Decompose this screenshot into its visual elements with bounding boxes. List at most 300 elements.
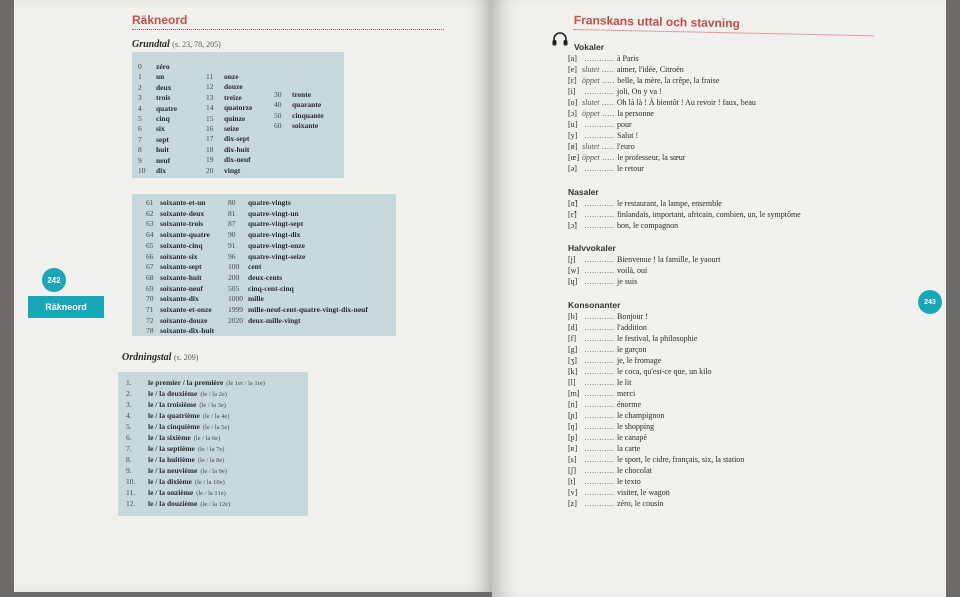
number-word: soixante-douze (160, 315, 208, 325)
number-row (228, 262, 261, 271)
leader-dots: ............ (582, 487, 617, 497)
number-digit: 87 (228, 219, 236, 229)
phonetic-symbol: [y] (568, 131, 578, 140)
number-row (146, 241, 203, 250)
section-heading: Halvvokaler (568, 243, 616, 253)
ordningstal-ref: (s. 209) (173, 353, 199, 362)
number-word: quatre-vingt-seize (248, 251, 306, 261)
number-word: soixante-quatre (160, 230, 210, 240)
number-row (228, 198, 291, 207)
leader-dots: ............ (582, 399, 617, 409)
number-word: soixante-six (160, 251, 198, 261)
number-word: dix-sept (224, 134, 250, 144)
number-word: deux-cents (248, 272, 283, 282)
number-word: soixante-cinq (160, 240, 203, 250)
leader-dots: ..... (599, 98, 617, 107)
leader-dots: ..... (599, 142, 617, 151)
number-digit: 13 (206, 92, 214, 102)
phonetic-symbol: [i] (568, 87, 576, 96)
number-row (146, 284, 203, 293)
number-row (228, 284, 294, 293)
number-word: cinq (156, 114, 170, 123)
example-text: Salut ! (617, 131, 639, 140)
pronunciation-row (568, 334, 697, 343)
number-word: treize (224, 92, 242, 102)
number-row (228, 273, 282, 282)
number-digit: 62 (146, 208, 154, 218)
example-text: le retour (617, 164, 644, 173)
ordinal-abbr: (le / la 5e) (202, 424, 230, 431)
ordinal-word: le premier / la première (148, 378, 224, 387)
leader-dots: ............ (582, 366, 617, 376)
number-digit: 50 (274, 110, 282, 120)
grundtal-table (132, 52, 344, 178)
number-word: soixante (292, 121, 319, 131)
leader-dots: ............ (582, 465, 617, 475)
number-row (146, 273, 202, 282)
number-word: sept (156, 134, 169, 144)
number-word: zéro (156, 62, 170, 71)
number-row (228, 209, 299, 218)
example-text: Oh là là ! À bientôt ! Au revoir ! faux, beau (616, 98, 756, 107)
ordinal-word: le / la onzième (148, 488, 194, 497)
example-text: je suis (617, 277, 638, 286)
number-word: quatre-vingt-onze (248, 240, 305, 250)
number-row (138, 135, 169, 144)
phonetic-symbol: [e] (568, 65, 577, 74)
number-row (138, 62, 170, 71)
ordinal-abbr: (le / la 8e) (197, 457, 225, 464)
example-text: belle, la mère, la crêpe, la fraise (617, 76, 720, 85)
ordinal-word: le / la huitième (148, 455, 195, 464)
number-digit: 18 (206, 144, 214, 154)
number-row (146, 326, 214, 335)
example-text: le coca, qu'est-ce que, un kilo (617, 366, 712, 376)
pronunciation-row (568, 65, 684, 74)
ordinal-row (126, 378, 265, 387)
ordinal-abbr: (le / la 11e) (196, 490, 226, 497)
phonetic-symbol: [z] (568, 498, 577, 508)
large-numbers-table (132, 194, 396, 336)
leader-dots: ..... (599, 76, 618, 85)
pronunciation-row (568, 87, 662, 96)
ordinal-number: 7. (126, 444, 132, 453)
pronunciation-row (568, 466, 652, 475)
ordinal-row (126, 499, 230, 508)
vowel-quality: öppet (582, 153, 600, 162)
ordinal-word: le / la dixième (148, 477, 192, 486)
phonetic-symbol: [m] (568, 388, 580, 398)
ordinal-number: 11. (126, 488, 136, 497)
number-digit: 1 (138, 72, 142, 82)
example-text: joli, On y va ! (617, 87, 662, 96)
ordinal-word: le / la quatrième (148, 411, 200, 420)
number-row (138, 124, 165, 133)
pronunciation-row (568, 389, 635, 398)
ordinal-word: le / la neuvième (148, 466, 198, 475)
number-row (138, 104, 177, 113)
ordinal-row (126, 411, 229, 420)
number-row (206, 82, 243, 91)
number-word: quatre-vingt-sept (248, 219, 304, 229)
number-word: un (156, 72, 165, 82)
grundtal-heading (132, 39, 221, 50)
number-row (228, 294, 264, 303)
ordinal-word: le / la troisième (148, 400, 197, 409)
pronunciation-row (568, 221, 678, 230)
number-word: soixante-deux (160, 208, 205, 218)
number-word: soixante-trois (160, 219, 204, 229)
number-row (228, 241, 305, 250)
number-word: cinquante (292, 110, 324, 120)
phonetic-symbol: [ɛ] (568, 76, 577, 85)
example-text: le champignon (617, 410, 665, 420)
number-word: onze (224, 72, 239, 81)
phonetic-symbol: [d] (568, 322, 578, 332)
leader-dots: ............ (582, 277, 617, 286)
phonetic-symbol: [l] (568, 377, 576, 387)
number-word: quinze (224, 113, 246, 123)
leader-dots: ............ (582, 476, 617, 486)
number-row (138, 114, 170, 123)
ordinal-word: le / la cinquième (148, 422, 200, 431)
phonetic-symbol: [ɛ̃] (568, 209, 577, 219)
pronunciation-row (568, 210, 801, 219)
number-digit: 200 (228, 272, 240, 282)
number-digit: 66 (146, 251, 154, 261)
example-text: la personne (617, 109, 654, 118)
leader-dots: ............ (582, 311, 617, 321)
number-digit: 64 (146, 230, 154, 240)
chapter-tab: Räkneord (28, 296, 104, 318)
phonetic-symbol: [o] (568, 98, 578, 107)
ordinal-word: le / la deuxième (148, 389, 198, 398)
number-row (228, 252, 305, 261)
number-digit: 19 (206, 155, 214, 165)
phonetic-symbol: [ɔ] (568, 109, 577, 118)
ordinal-row (126, 422, 229, 431)
vowel-quality: slutet (582, 98, 600, 107)
number-digit: 1999 (228, 305, 243, 314)
vowel-quality: slutet (582, 65, 600, 74)
leader-dots: ............ (582, 120, 617, 129)
leader-dots: ............ (582, 220, 617, 230)
leader-dots: ............ (582, 266, 617, 275)
number-row (206, 124, 239, 133)
number-digit: 72 (146, 315, 154, 325)
number-digit: 65 (146, 240, 154, 250)
ordinal-row (126, 444, 224, 453)
number-digit: 90 (228, 230, 236, 240)
number-digit: 2 (138, 82, 142, 92)
number-row (274, 100, 321, 109)
phonetic-symbol: [ʃ] (568, 465, 576, 475)
phonetic-symbol: [w] (568, 266, 580, 275)
number-row (206, 103, 252, 112)
example-text: énorme (617, 399, 641, 409)
phonetic-symbol: [ɑ̃] (568, 198, 578, 208)
number-word: cent (248, 262, 262, 272)
phonetic-symbol: [ɔ̃] (568, 220, 577, 230)
ordinal-row (126, 455, 224, 464)
number-row (274, 121, 318, 130)
pronunciation-row (568, 367, 712, 376)
ordinal-row (126, 477, 225, 486)
ordinal-word: le / la septième (148, 444, 195, 453)
section-heading: Konsonanter (568, 299, 621, 310)
leader-dots: ............ (582, 131, 617, 140)
ordinal-abbr: (le / la 2e) (200, 391, 227, 398)
number-word: mille-neuf-cent-quatre-vingt-dix-neuf (248, 305, 368, 314)
ordinal-row (126, 389, 227, 398)
ordinal-word: le / la sixième (148, 433, 191, 442)
pronunciation-row (568, 477, 641, 486)
example-text: le professeur, la sœur (617, 153, 686, 162)
ordinal-row (126, 466, 227, 475)
example-text: merci (617, 388, 636, 398)
leader-dots: ............ (582, 410, 617, 420)
leader-dots: ............ (582, 164, 617, 173)
pronunciation-row (568, 499, 663, 508)
example-text: le garçon (617, 344, 647, 354)
number-word: quatorze (224, 103, 253, 113)
phonetic-symbol: [f] (568, 333, 576, 343)
example-text: Bonjour ! (617, 311, 648, 321)
number-digit: 15 (206, 113, 214, 123)
example-text: le canapé (617, 432, 647, 442)
number-word: mille (248, 294, 264, 304)
number-digit: 7 (138, 134, 142, 144)
pronunciation-row (568, 109, 654, 118)
pronunciation-row (568, 455, 744, 464)
number-row (146, 209, 204, 218)
vowel-quality: öppet (582, 76, 600, 85)
example-text: aimer, l'idée, Citroën (616, 65, 684, 74)
pronunciation-row (568, 131, 638, 140)
example-text: la carte (617, 443, 641, 453)
pronunciation-row (568, 54, 639, 63)
vowel-quality: slutet (582, 142, 600, 151)
number-digit: 80 (228, 198, 236, 207)
number-word: cinq-cent-cinq (248, 283, 294, 293)
number-row (206, 134, 249, 143)
ordinal-abbr: (le / la 10e) (194, 479, 225, 486)
ordinal-number: 12. (126, 499, 136, 508)
number-digit: 12 (206, 82, 214, 92)
pronunciation-row (568, 98, 756, 107)
number-word: soixante-sept (160, 262, 202, 272)
leader-dots: ............ (582, 454, 617, 464)
number-row (274, 90, 311, 99)
number-digit: 30 (274, 90, 282, 99)
number-row (146, 262, 202, 271)
number-row (146, 252, 198, 261)
ordinal-abbr: (le / la 7e) (197, 446, 225, 453)
phonetic-symbol: [ɲ] (568, 410, 578, 420)
example-text: je, le fromage (617, 355, 662, 365)
phonetic-symbol: [ʒ] (568, 355, 577, 365)
grundtal-ref: (s. 23, 78, 205) (172, 40, 221, 49)
number-row (146, 230, 210, 239)
number-digit: 40 (274, 100, 282, 110)
example-text: l'addition (617, 322, 647, 332)
pronunciation-row (568, 356, 661, 365)
number-digit: 100 (228, 262, 240, 272)
leader-dots: ............ (582, 333, 617, 343)
number-digit: 17 (206, 134, 214, 144)
example-text: zéro, le cousin (617, 498, 664, 508)
number-row (228, 305, 368, 314)
phonetic-symbol: [k] (568, 366, 578, 376)
ordinal-abbr: (le / la 9e) (200, 468, 227, 475)
example-text: l'euro (616, 142, 635, 151)
number-digit: 68 (146, 272, 154, 282)
number-word: soixante-neuf (160, 283, 203, 293)
pronunciation-row (568, 345, 647, 354)
number-word: quatre-vingts (248, 198, 291, 207)
phonetic-symbol: [j] (568, 255, 576, 264)
number-row (146, 219, 203, 228)
number-row (228, 230, 300, 239)
ordinal-word: le / la douzième (148, 499, 198, 508)
example-text: pour (617, 120, 632, 129)
leader-dots: ............ (582, 432, 617, 442)
number-digit: 10 (138, 166, 146, 175)
number-row (206, 114, 245, 123)
ordningstal-table (118, 372, 308, 516)
example-text: voilà, oui (617, 266, 648, 275)
phonetic-symbol: [u] (568, 120, 578, 129)
pronunciation-row (568, 142, 635, 151)
number-row (206, 155, 251, 164)
ordinal-row (126, 400, 226, 409)
pronunciation-row (568, 120, 632, 129)
example-text: le restaurant, la lampe, ensemble (617, 198, 722, 208)
number-digit: 71 (146, 305, 154, 314)
number-word: quatre-vingt-un (248, 208, 299, 218)
leader-dots: ............ (582, 87, 617, 96)
number-word: deux-mille-vingt (248, 315, 301, 325)
number-row (138, 72, 164, 81)
number-row (206, 166, 240, 175)
leader-dots: ..... (599, 65, 617, 74)
number-digit: 81 (228, 208, 236, 218)
number-digit: 14 (206, 103, 214, 113)
phonetic-symbol: [g] (568, 344, 578, 354)
example-text: bon, le compagnon (617, 220, 679, 230)
example-text: le texto (617, 476, 641, 486)
pronunciation-row (568, 488, 670, 497)
pronunciation-row (568, 433, 647, 442)
phonetic-symbol: [a] (568, 54, 577, 63)
pronunciation-row (568, 199, 722, 208)
example-text: le sport, le cidre, français, six, la station (617, 454, 745, 464)
number-row (138, 145, 169, 154)
number-row (146, 316, 208, 325)
number-digit: 96 (228, 251, 236, 261)
leader-dots: ............ (582, 54, 617, 63)
number-word: dix-huit (224, 144, 250, 154)
ordinal-number: 5. (126, 422, 132, 431)
pronunciation-row (568, 153, 685, 162)
example-text: le chocolat (617, 465, 652, 475)
number-digit: 8 (138, 145, 142, 155)
ordinal-number: 2. (126, 389, 132, 398)
number-digit: 2020 (228, 315, 243, 325)
ordinal-abbr: (le / la 12e) (200, 501, 231, 508)
number-digit: 70 (146, 294, 154, 304)
pronunciation-row (568, 444, 640, 453)
phonetic-symbol: [t] (568, 476, 576, 486)
number-digit: 1000 (228, 294, 243, 304)
number-row (206, 93, 242, 102)
number-row (138, 83, 171, 92)
pronunciation-row (568, 422, 654, 431)
example-text: le festival, la philosophie (617, 333, 698, 343)
leader-dots: ............ (582, 377, 617, 387)
example-text: le lit (617, 377, 632, 387)
page-number-right: 243 (918, 290, 942, 314)
example-text: visiter, le wagon (617, 487, 670, 497)
leader-dots: ............ (582, 322, 617, 332)
phonetic-symbol: [b] (568, 311, 578, 321)
number-word: trois (156, 93, 171, 103)
pronunciation-row (568, 277, 637, 286)
leader-dots: ............ (582, 198, 617, 208)
pronunciation-row (568, 255, 721, 264)
pronunciation-row (568, 323, 647, 332)
phonetic-symbol: [ʀ] (568, 443, 578, 453)
ordinal-row (126, 488, 226, 497)
number-word: neuf (156, 155, 171, 165)
number-digit: 0 (138, 62, 142, 71)
number-word: quarante (292, 100, 322, 110)
leader-dots: ..... (599, 109, 618, 118)
leader-dots: ............ (582, 498, 617, 508)
number-word: dix (156, 166, 167, 175)
number-word: soixante-huit (160, 272, 202, 282)
number-digit: 63 (146, 219, 154, 229)
phonetic-symbol: [p] (568, 432, 578, 442)
ordinal-number: 9. (126, 466, 132, 475)
phonetic-symbol: [œ] (568, 153, 580, 162)
example-text: à Paris (617, 54, 639, 63)
pronunciation-row (568, 378, 631, 387)
number-row (228, 219, 303, 228)
page-number: 242 (42, 268, 66, 292)
number-digit: 4 (138, 103, 142, 113)
number-word: quatre (156, 103, 178, 113)
number-word: douze (224, 82, 243, 92)
number-row (138, 156, 170, 165)
number-row (206, 72, 239, 81)
number-digit: 67 (146, 262, 154, 272)
section-heading: Nasaler (568, 186, 599, 197)
right-page (492, 0, 946, 597)
example-text: le shopping (617, 421, 655, 431)
headphones-icon (552, 32, 568, 46)
page-title: Räkneord (132, 13, 444, 30)
number-digit: 69 (146, 283, 154, 293)
ordningstal-heading (122, 352, 198, 363)
phonetic-symbol: [ə] (568, 164, 577, 173)
leader-dots: ..... (599, 153, 618, 162)
number-row (228, 316, 301, 325)
ordinal-abbr: (le / la 3e) (199, 402, 226, 409)
pronunciation-row (568, 312, 648, 321)
number-row (146, 294, 199, 303)
pronunciation-row (568, 76, 719, 85)
